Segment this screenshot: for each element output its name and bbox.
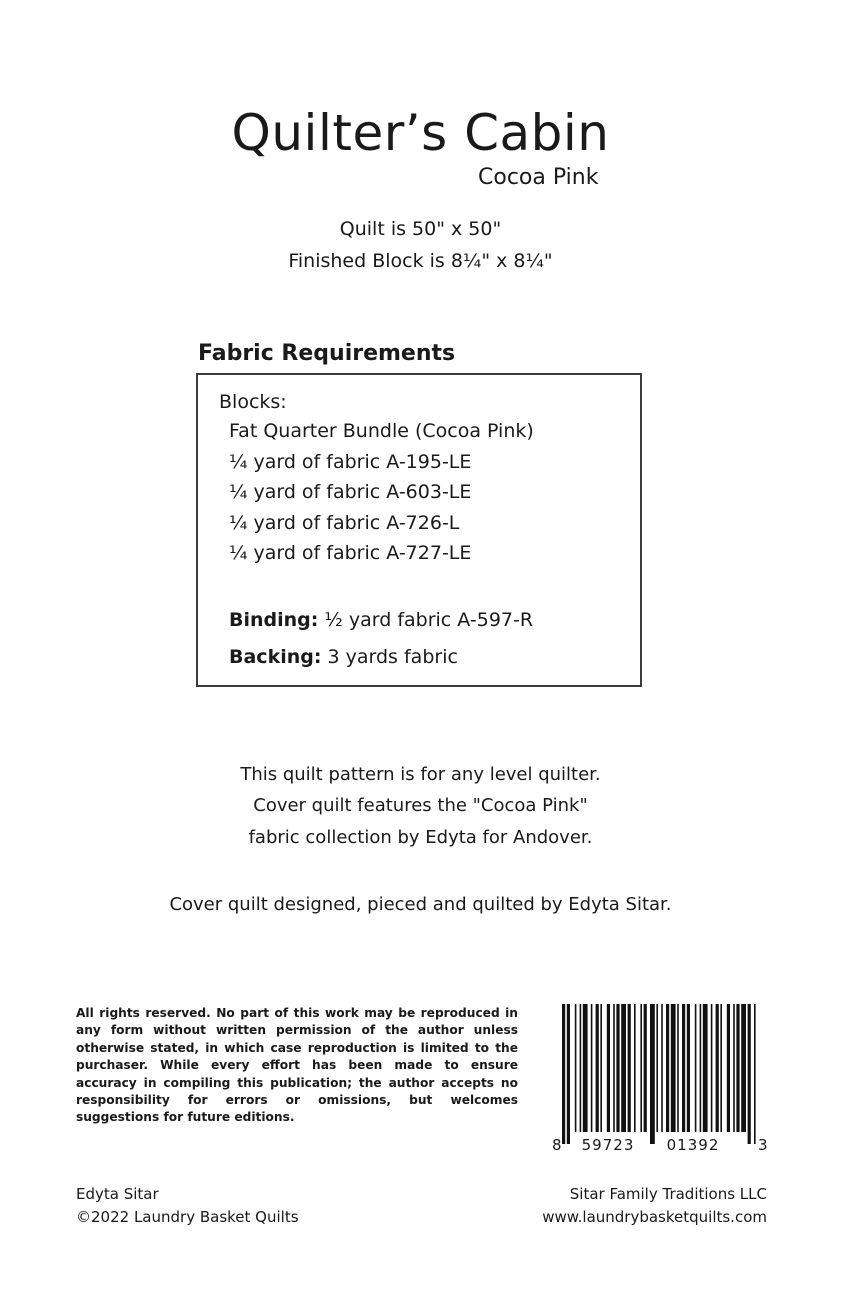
footer-website: www.laundrybasketquilts.com [542,1208,767,1226]
barcode-bar [733,1004,735,1132]
description-line-3: fabric collection by Edyta for Andover. [248,827,593,848]
barcode-check-digit: 3 [758,1136,768,1154]
barcode-bar [711,1004,713,1132]
barcode-bar [682,1004,685,1132]
barcode-bar [616,1004,619,1132]
block-item-a603: ¼ yard of fabric A-603-LE [229,481,472,503]
barcode-bar [644,1004,647,1132]
barcode-bar [591,1004,593,1132]
pattern-subtitle: Cocoa Pink [478,165,599,190]
block-size: Finished Block is 8¼" x 8¼" [288,250,553,272]
barcode-bar [700,1004,702,1132]
barcode-bar [583,1004,588,1132]
binding-line [229,609,533,631]
barcode-bar [716,1004,719,1132]
barcode-bar [736,1004,739,1132]
barcode-bar [661,1004,663,1132]
barcode-bar [607,1004,610,1132]
footer-company: Sitar Family Traditions LLC [569,1185,767,1203]
barcode-bar [600,1004,602,1132]
footer-copyright: ©2022 Laundry Basket Quilts [76,1208,299,1226]
blocks-label: Blocks: [219,391,287,413]
copyright-notice: All rights reserved. No part of this work may be reproduced in any form without written permission of the author unless otherwise stated, in which case reproduction is limited to the purchaser. While every effort has been made to ensure accuracy in compiling this publication; the author accepts no responsibility for errors or omissions, but welcomes suggestions for future editions. [76,1006,518,1125]
barcode-first-digit: 8 [552,1136,562,1154]
binding-label: Binding: [229,609,319,631]
barcode-bar [656,1004,658,1132]
barcode-bar [621,1004,626,1132]
backing-label: Backing: [229,646,322,668]
barcode-bar [703,1004,708,1132]
block-item-bundle: Fat Quarter Bundle (Cocoa Pink) [229,420,534,442]
backing-line [229,646,458,668]
barcode-bar [666,1004,669,1132]
description-line-2: Cover quilt features the "Cocoa Pink" [253,795,588,816]
designer-credit: Cover quilt designed, pieced and quilted by Edyta Sitar. [169,894,672,915]
barcode-bar [613,1004,615,1132]
footer-author: Edyta Sitar [76,1185,159,1203]
barcode-bar [671,1004,676,1132]
barcode-bar [575,1004,577,1132]
barcode-bar [650,1004,655,1144]
binding-value: ½ yard fabric A-597-R [324,609,534,631]
barcode-bar [677,1004,679,1132]
barcode-bar [720,1004,722,1132]
description-line-1: This quilt pattern is for any level quilter. [240,764,601,785]
barcode-bar [562,1004,565,1144]
fabric-requirements-heading: Fabric Requirements [198,341,456,366]
barcode-right-group: 01392 [666,1136,720,1154]
barcode-bar [754,1004,756,1144]
barcode-left-group: 59723 [581,1136,635,1154]
barcode-bar [567,1004,570,1144]
barcode [548,1004,770,1156]
block-item-a727: ¼ yard of fabric A-727-LE [229,542,472,564]
barcode-bar [687,1004,690,1132]
barcode-bar [695,1004,697,1132]
barcode-bar [741,1004,746,1132]
pattern-title: Quilter’s Cabin [231,104,610,162]
barcode-bar [634,1004,636,1132]
barcode-bar [580,1004,582,1132]
block-item-a195: ¼ yard of fabric A-195-LE [229,451,472,473]
barcode-bar [748,1004,751,1144]
barcode-bar [596,1004,599,1132]
barcode-bar [727,1004,730,1132]
block-item-a726: ¼ yard of fabric A-726-L [229,512,460,534]
barcode-bar [628,1004,631,1132]
quilt-size: Quilt is 50" x 50" [339,218,502,240]
backing-value: 3 yards fabric [327,646,458,668]
barcode-bar [640,1004,642,1132]
